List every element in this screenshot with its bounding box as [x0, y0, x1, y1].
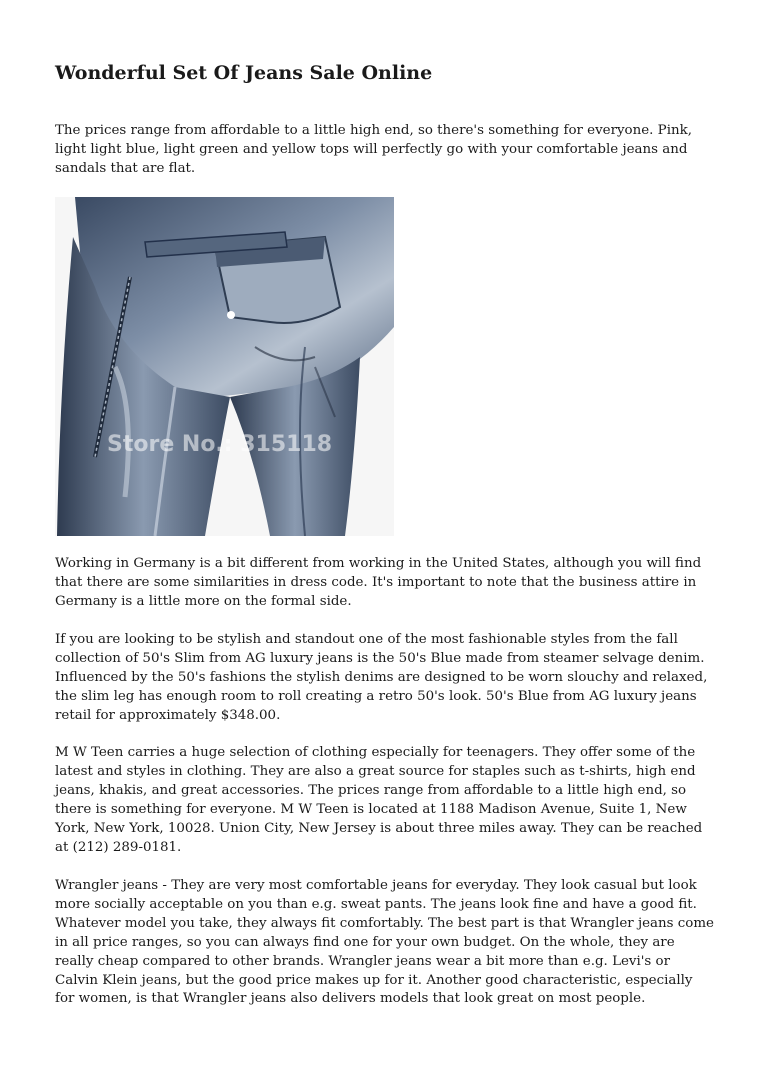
paragraph-germany: Working in Germany is a bit different from working in the United States, although you will find that there are some similarities in dress code. It's important to note that the business attire in Germany is a little more on the formal side.: [55, 556, 702, 609]
photo-watermark: Store No.: 315118: [107, 432, 333, 457]
paragraph-mw-teen: M W Teen carries a huge selection of clothing especially for teenagers. They offer some of the latest and styles in clothing. They are also a great source for staples such as t-shirts, high end jeans, khakis, and great accessories. The prices range from affordable to a little high end, so there is something for everyone. M W Teen is located at 1188 Madison Avenue, Suite 1, New York, New York, 10028. Union City, New Jersey is about three miles away. They can be reached at (212) 289-0181.: [55, 745, 703, 855]
jeans-photo: [55, 197, 394, 536]
paragraph-stylish: If you are looking to be stylish and standout one of the most fashionable styles from the fall collection of 50's Slim from AG luxury jeans is the 50's Blue made from steamer selvage denim. Influenced by the 50's fashions the stylish denims are designed to be worn slouchy and relaxed, the slim leg has enough room to roll creating a retro 50's look. 50's Blue from AG luxury jeans retail for approximately $348.00.: [55, 632, 708, 723]
paragraph-intro: The prices range from affordable to a little high end, so there's something for everyone. Pink, light light blue, light green and yellow tops will perfectly go with your comfortable jeans and sandals that are flat.: [55, 123, 692, 176]
page-title: Wonderful Set Of Jeans Sale Online: [55, 62, 433, 84]
paragraph-wrangler: Wrangler jeans - They are very most comfortable jeans for everyday. They look casual but look more socially acceptable on you than e.g. sweat pants. The jeans look fine and have a good fit. Whatever model you take, they always fit comfortably. The best part is that Wrangler jeans come in all price ranges, so you can always find one for your own budget. On the whole, they are really cheap compared to other brands. Wrangler jeans wear a bit more than e.g. Levi's or Calvin Klein jeans, but the good price makes up for it. Another good characteristic, especially for women, is that Wrangler jeans also delivers models that look great on most people.: [55, 878, 714, 1007]
